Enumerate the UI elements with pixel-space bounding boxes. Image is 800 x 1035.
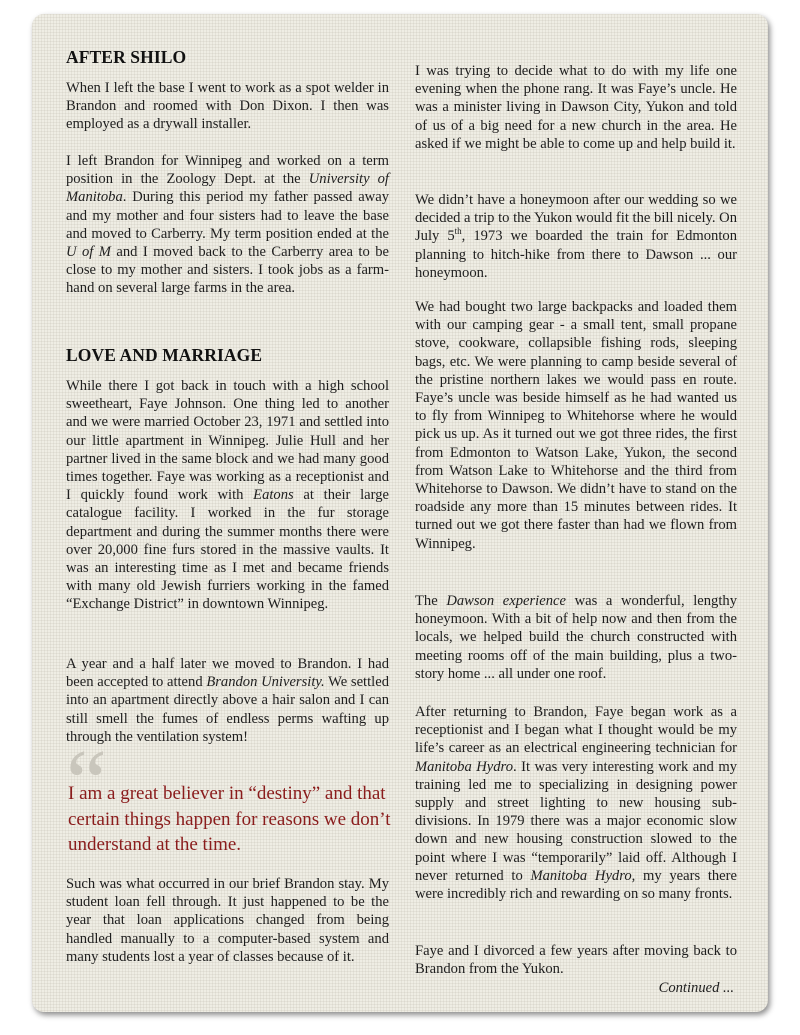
- continued-label: Continued ...: [658, 980, 734, 996]
- paragraph: I was trying to decide what to do with my life one evening when the phone rang. It was Faye’s uncle. He was a minister living in Dawson City, Yukon and told of us of a big need for a new church in the area. He asked if we might be able to come up and help build it.: [415, 63, 737, 152]
- paragraph: We had bought two large backpacks and loaded them with our camping gear - a small tent, small propane stove, cookware, collapsible fishing rods, sleeping bags, etc. We were planning to camp beside several of the pristine northern lakes we would pass en route. Faye’s uncle was beside himself as he had wanted us to fly from Winnipeg to Whitehorse where he would pick us up. As it turned out we got three rides, the first from Edmonton to Watson Lake, Yukon, the second from Watson Lake to Whitehorse and the third from Whitehorse to Dawson. We didn’t have to stand on the roadside any more than 15 minutes between rides. It turned out we got there faster than had we flown from Winnipeg.: [415, 299, 737, 552]
- pull-quote: I am a great believer in “destiny” and that certain things happen for reasons we don’t understand at the time.: [68, 783, 391, 855]
- paragraph: Such was what occurred in our brief Brandon stay. My student loan fell through. It just happened to be the year that loan applications changed from being handled manually to a computer-based system and many students lost a year of classes because of it.: [66, 876, 389, 965]
- section-heading-love-and-marriage: LOVE AND MARRIAGE: [66, 345, 263, 365]
- paragraph: After returning to Brandon, Faye began work as a receptionist and I began what I thought would be my life’s career as an electrical engineering technician for Manitoba Hydro. It was very interesting work and my training led me to specializing in designing power supply and street lighting to new housing sub-divisions. In 1979 there was a major economic slow down and new housing construction slowed to the point where I was “temporarily” laid off. Although I never returned to Manitoba Hydro, my years there were incredibly rich and rewarding on so many fronts.: [415, 704, 737, 903]
- paragraph: While there I got back in touch with a high school sweetheart, Faye Johnson. One thing led to another and we were married October 23, 1971 and settled into our little apartment in Winnipeg. Julie Hull and her partner lived in the same block and we had many good times together. Faye was working as a receptionist and I quickly found work with Eatons at their large catalogue facility. I worked in the fur storage department and during the summer months there were over 20,000 fine furs stored in the massive vaults. It was an interesting time as I met and became friends with many old Jewish furriers working in the famed “Exchange District” in downtown Winnipeg.: [66, 378, 389, 613]
- paragraph: The Dawson experience was a wonderful, lengthy honeymoon. With a bit of help now and then from the locals, we helped build the church constructed with meeting rooms off of the main building, plus a two-story home ... all under one roof.: [415, 593, 738, 682]
- paragraph: When I left the base I went to work as a spot welder in Brandon and roomed with Don Dixon. I then was employed as a drywall installer.: [66, 80, 389, 133]
- quote-mark-icon: “: [66, 731, 107, 833]
- paragraph: A year and a half later we moved to Brandon. I had been accepted to attend Brandon University. We settled into an apartment directly above a hair salon and I can still smell the fumes of endless perms wafting up through the ventilation system!: [66, 656, 389, 745]
- paragraph: I left Brandon for Winnipeg and worked on a term position in the Zoology Dept. at the University of Manitoba. During this period my father passed away and my mother and four sisters had to leave the base and moved to Carberry. My term position ended at the U of M and I moved back to the Carberry area to be close to my mother and sisters. I took jobs as a farm-hand on several large farms in the area.: [66, 153, 389, 297]
- paragraph: Faye and I divorced a few years after moving back to Brandon from the Yukon.: [415, 943, 737, 978]
- article-page: [32, 14, 768, 1012]
- paragraph: We didn’t have a honeymoon after our wedding so we decided a trip to the Yukon would fit the bill nicely. On July 5th, 1973 we boarded the train for Edmonton planning to hitch-hike from there to Dawson ... our honeymoon.: [415, 192, 737, 281]
- section-heading-after-shilo: AFTER SHILO: [66, 47, 187, 67]
